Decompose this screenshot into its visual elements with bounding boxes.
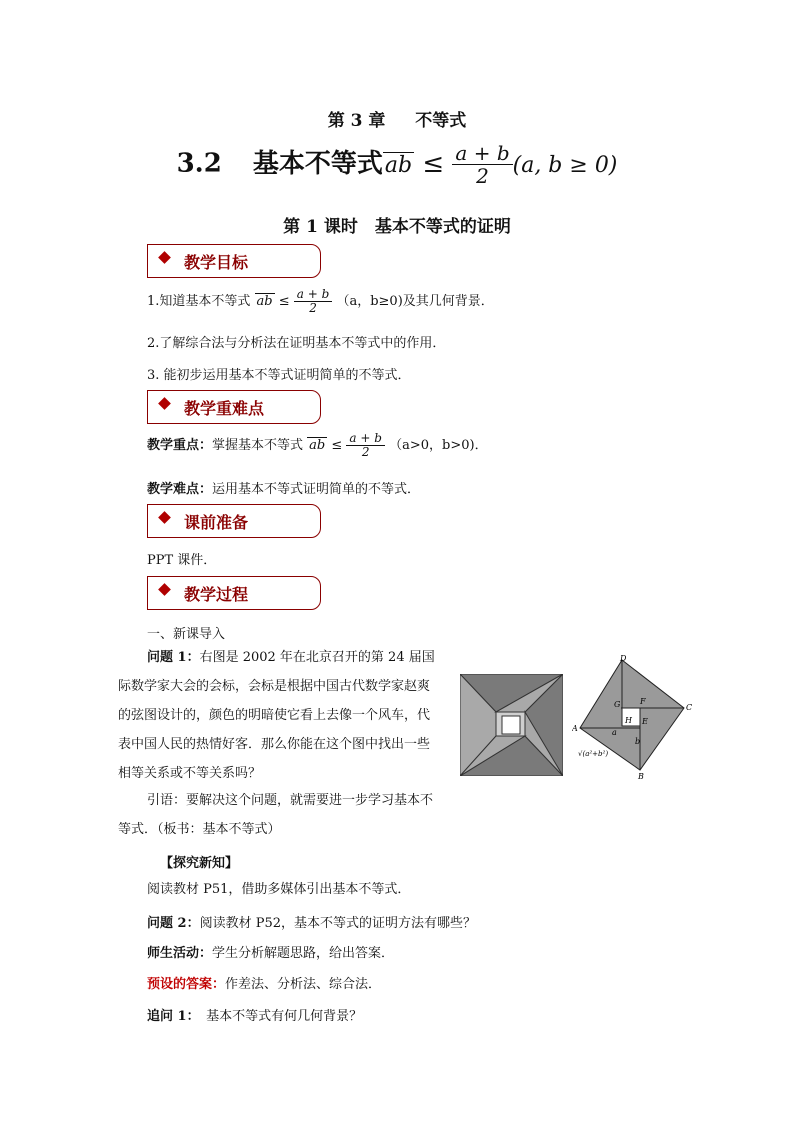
read-text: 阅读教材 P51，借助多媒体引出基本不等式． bbox=[147, 882, 411, 897]
label-a: A bbox=[572, 724, 578, 733]
label-f: F bbox=[640, 697, 646, 706]
section-label: 教学目标 bbox=[184, 253, 249, 272]
fraction: $\frac{a + b}{2}$ bbox=[452, 142, 512, 187]
activity: 师生活动：学生分析解题思路，给出答案． bbox=[147, 946, 395, 961]
intro-text: 引语：要解决这个问题，就需要进一步学习基本不等式．（板书：基本不等式） bbox=[118, 793, 434, 837]
chapter-name: 不等式 bbox=[415, 111, 467, 131]
goal-1: 1.知道基本不等式 ab ≤ $\frac{a + b}{2}$ （a，b≥0)及其几何背景． bbox=[147, 287, 494, 316]
label-g: G bbox=[614, 700, 621, 709]
section-number: 3.2 bbox=[176, 148, 222, 179]
leq-symbol: ≤ bbox=[422, 148, 445, 179]
follow-up-1: 追问 1： 基本不等式有何几何背景？ bbox=[147, 1009, 363, 1024]
section-title bbox=[0, 142, 794, 187]
question-2: 问题 2：阅读教材 P52，基本不等式的证明方法有哪些？ bbox=[147, 916, 476, 931]
part-1-heading: 一、新课导入 bbox=[147, 627, 226, 642]
label-e: E bbox=[642, 717, 648, 726]
geometry-diagram bbox=[572, 652, 696, 780]
key-point: 教学重点：掌握基本不等式 ab ≤ $\frac{a + b}{2}$ （a>0，b>0)． bbox=[147, 431, 488, 460]
diamond-icon bbox=[158, 397, 171, 410]
chapter-heading bbox=[0, 106, 794, 131]
prep-text: PPT 课件． bbox=[147, 553, 217, 568]
diamond-icon bbox=[158, 251, 171, 264]
preset-answer: 预设的答案：作差法、分析法、综合法． bbox=[147, 977, 382, 992]
label-d: D bbox=[620, 654, 627, 663]
chapter-number: 第 3 章 bbox=[327, 111, 386, 131]
condition: (a, b ≥ 0) bbox=[512, 152, 618, 178]
section-box-goals bbox=[147, 244, 321, 278]
lesson-title: 第 1 课时 基本不等式的证明 bbox=[283, 217, 511, 237]
label-h: H bbox=[625, 716, 632, 725]
label-b: B bbox=[638, 772, 644, 780]
section-label: 课前准备 bbox=[184, 513, 249, 532]
question-1: 问题 1：右图是 2002 年在北京召开的第 24 届国际数学家大会的会标，会标是根据中国古代数学家赵爽的弦图设计的，颜色的明暗使它看上去像一个风车，代表中国人民的热情好客．那么你能在这个图中找出一些相等关系或不等关系吗？ bbox=[118, 650, 435, 781]
difficult-point: 教学难点：运用基本不等式证明简单的不等式． bbox=[147, 482, 421, 497]
section-label: 教学过程 bbox=[184, 585, 249, 604]
diamond-icon bbox=[158, 511, 171, 524]
label-a-side: a bbox=[612, 728, 617, 737]
goal-2: 2.了解综合法与分析法在证明基本不等式中的作用． bbox=[147, 336, 446, 351]
section-name: 基本不等式 bbox=[252, 148, 383, 179]
diamond-icon bbox=[158, 583, 171, 596]
sqrt-ab: ab bbox=[384, 152, 413, 178]
section-box-keypoints bbox=[147, 390, 321, 424]
label-hypotenuse: √(a²+b²) bbox=[578, 750, 609, 758]
explore-heading: 【探究新知】 bbox=[160, 856, 239, 871]
icm-logo-figure bbox=[460, 674, 563, 776]
goal-3: 3. 能初步运用基本不等式证明简单的不等式． bbox=[147, 368, 411, 383]
section-box-prep bbox=[147, 504, 321, 538]
label-c: C bbox=[686, 703, 693, 712]
section-box-process bbox=[147, 576, 321, 610]
section-label: 教学重难点 bbox=[184, 399, 265, 418]
label-b-side: b bbox=[635, 737, 641, 746]
